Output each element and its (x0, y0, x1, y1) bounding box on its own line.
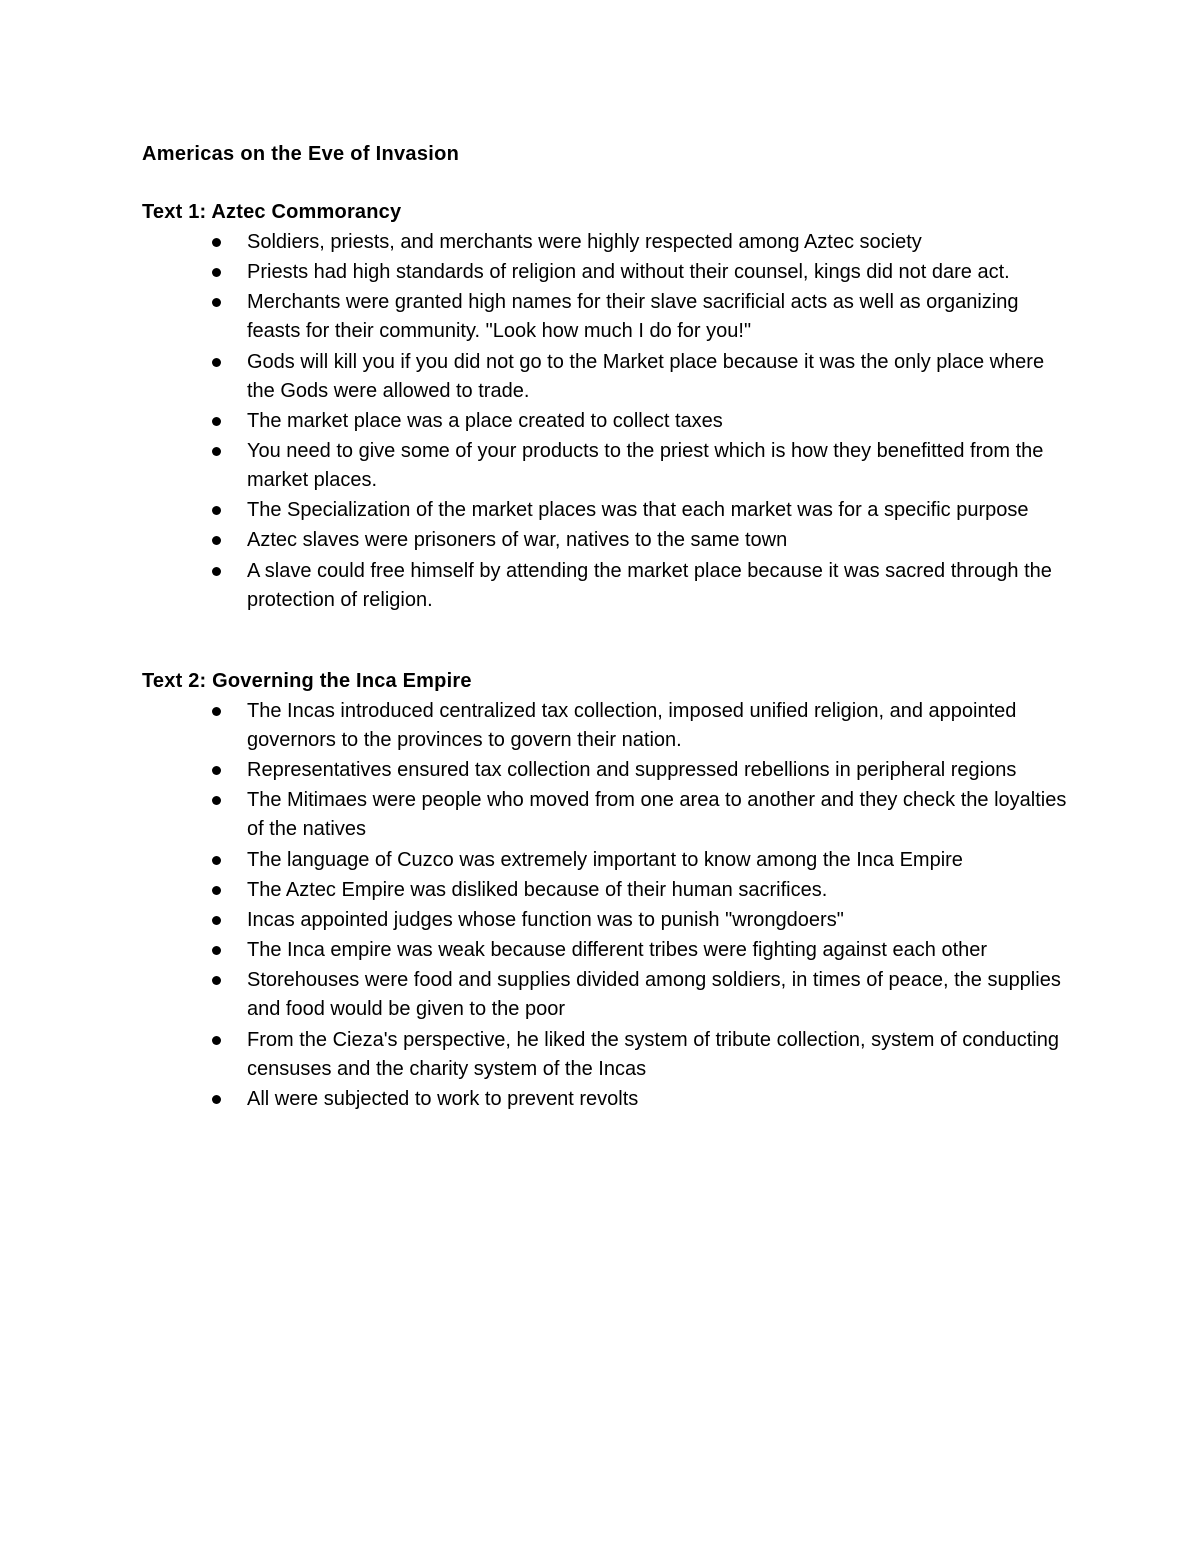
list-item (142, 228, 1072, 257)
list-item (142, 1026, 1072, 1084)
bullet-icon (212, 417, 221, 426)
list-item-text: The market place was a place created to collect taxes (247, 409, 723, 432)
bullet-icon (212, 268, 221, 277)
list-item (142, 526, 1072, 555)
list-item (142, 557, 1072, 615)
bullet-icon (212, 298, 221, 307)
bullet-icon (212, 567, 221, 576)
section-heading: Text 2: Governing the Inca Empire (142, 670, 472, 692)
list-item (142, 846, 1072, 875)
list-item-text: Aztec slaves were prisoners of war, natives to the same town (247, 529, 788, 552)
list-item-text: The Aztec Empire was disliked because of their human sacrifices. (247, 878, 828, 901)
list-item (142, 348, 1072, 406)
bullet-icon (212, 707, 221, 716)
bullet-icon (212, 766, 221, 775)
list-item-text: All were subjected to work to prevent revolts (247, 1087, 639, 1110)
bullet-list (142, 228, 1072, 615)
list-item-text: Representatives ensured tax collection and suppressed rebellions in peripheral regions (247, 759, 1017, 782)
list-item-text: Priests had high standards of religion and without their counsel, kings did not dare act. (247, 261, 1010, 284)
list-item (142, 906, 1072, 935)
bullet-icon (212, 1095, 221, 1104)
list-item (142, 756, 1072, 785)
list-item-text: From the Cieza's perspective, he liked the system of tribute collection, system of conducting censuses and the charity system of the Incas (247, 1028, 1059, 1080)
list-item-text: The Mitimaes were people who moved from one area to another and they check the loyalties of the natives (247, 789, 1067, 841)
list-item (142, 1085, 1072, 1114)
list-item-text: Soldiers, priests, and merchants were highly respected among Aztec society (247, 231, 922, 253)
bullet-icon (212, 976, 221, 985)
bullet-icon (212, 886, 221, 895)
list-item-text: The Specialization of the market places was that each market was for a specific purpose (247, 499, 1029, 522)
list-item (142, 437, 1072, 495)
list-item-text: Merchants were granted high names for their slave sacrificial acts as well as organizing feasts for their community. "Look how much I do for you!" (247, 291, 1019, 343)
bullet-icon (212, 506, 221, 515)
list-item-text: The Inca empire was weak because different tribes were fighting against each other (247, 939, 988, 962)
bullet-icon (212, 1036, 221, 1045)
list-item (142, 966, 1072, 1024)
page-title: Americas on the Eve of Invasion (142, 143, 460, 165)
list-item (142, 876, 1072, 905)
list-item (142, 697, 1072, 755)
bullet-icon (212, 916, 221, 925)
list-item-text: The language of Cuzco was extremely important to know among the Inca Empire (247, 848, 963, 871)
list-item (142, 288, 1072, 346)
section-governing-inca-empire (142, 668, 1072, 1115)
bullet-icon (212, 447, 221, 456)
list-item (142, 936, 1072, 965)
bullet-icon (212, 358, 221, 367)
list-item (142, 786, 1072, 844)
list-item (142, 258, 1072, 287)
list-item (142, 407, 1072, 436)
list-item-text: You need to give some of your products to the priest which is how they benefitted from the market places. (247, 439, 1044, 491)
bullet-icon (212, 856, 221, 865)
bullet-icon (212, 946, 221, 955)
list-item-text: Gods will kill you if you did not go to the Market place because it was the only place where the Gods were allowed to trade. (247, 350, 1045, 402)
bullet-icon (212, 238, 221, 247)
list-item-text: A slave could free himself by attending the market place because it was sacred through the protection of religion. (247, 559, 1052, 611)
list-item-text: The Incas introduced centralized tax collection, imposed unified religion, and appointed governors to the provinces to govern their nation. (247, 700, 1017, 751)
list-item (142, 496, 1072, 525)
section-aztec-commorancy (142, 199, 1072, 616)
section-heading: Text 1: Aztec Commorancy (142, 201, 402, 223)
bullet-icon (212, 536, 221, 545)
list-item-text: Incas appointed judges whose function was to punish "wrongdoers" (247, 908, 844, 931)
bullet-list (142, 697, 1072, 1114)
bullet-icon (212, 796, 221, 805)
list-item-text: Storehouses were food and supplies divided among soldiers, in times of peace, the supplies and food would be given to the poor (247, 969, 1061, 1021)
